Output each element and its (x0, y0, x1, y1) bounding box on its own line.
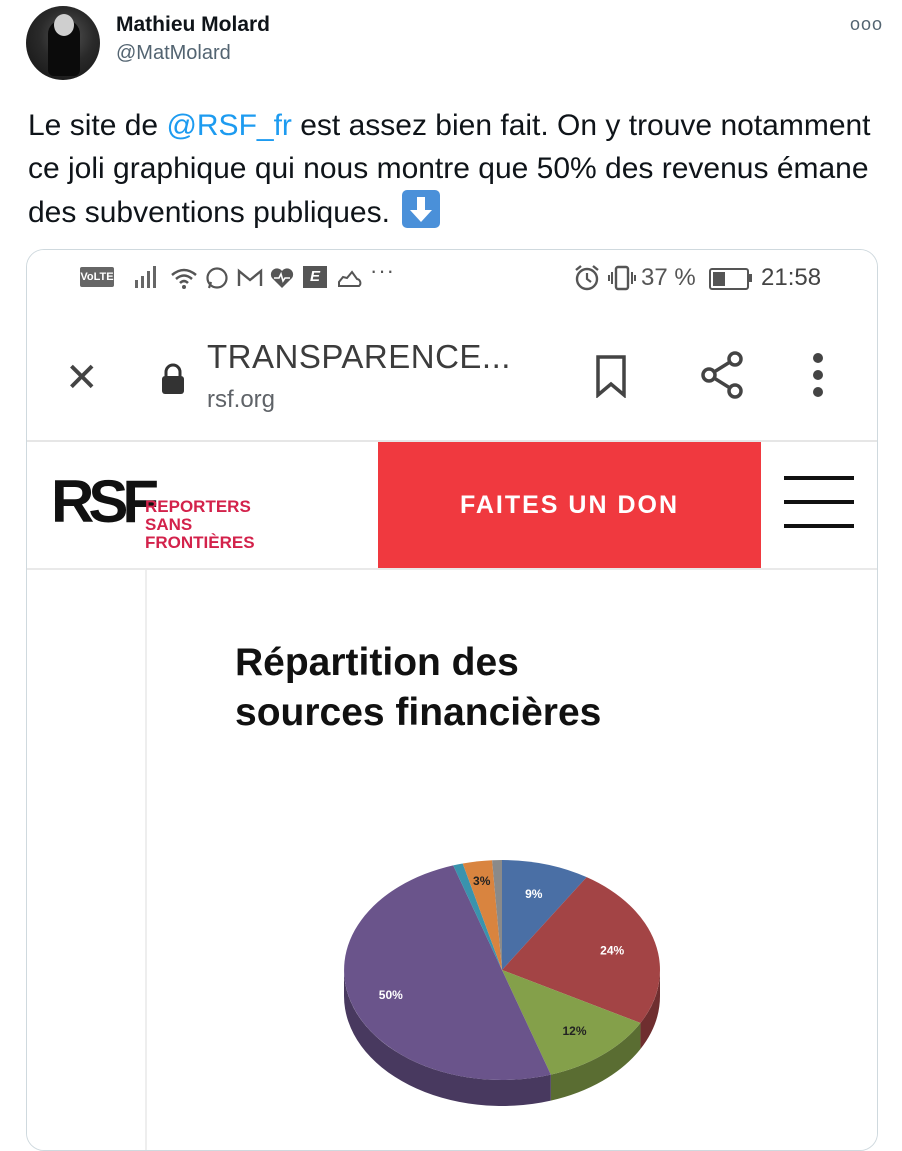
cloud-icon (335, 268, 363, 290)
more-options-icon[interactable]: ooo (850, 14, 884, 34)
avatar[interactable] (26, 6, 100, 80)
share-icon[interactable] (699, 350, 747, 400)
close-icon[interactable]: ✕ (65, 356, 99, 400)
signal-bar-4 (153, 266, 156, 288)
volte-icon: VoLTE (80, 267, 114, 287)
tweet-media[interactable] (26, 249, 878, 1151)
author-name[interactable]: Mathieu Molard (116, 13, 271, 36)
rsf-logo[interactable]: RSF (51, 468, 153, 535)
hamburger-line (784, 500, 854, 504)
news-icon: E (303, 266, 327, 288)
wifi-icon (169, 266, 199, 290)
donate-button[interactable]: FAITES UN DON (378, 442, 761, 568)
gmail-icon (237, 268, 263, 288)
hamburger-line (784, 476, 854, 480)
pie-label-1: 24% (600, 943, 625, 958)
author-handle[interactable]: @MatMolard (116, 42, 231, 64)
vibrate-icon (607, 264, 637, 292)
clock: 21:58 (761, 264, 822, 291)
page-title: TRANSPARENCE... (207, 338, 511, 375)
rsf-tagline-line1: REPORTERS (145, 497, 251, 516)
pie-label-5: 3% (473, 873, 491, 888)
rsf-tagline-line2: SANS FRONTIÈRES (145, 515, 255, 552)
down-arrow-emoji-icon (402, 190, 440, 228)
page-url: rsf.org (207, 386, 276, 413)
pie-chart (337, 858, 667, 1118)
battery-fill (713, 272, 725, 286)
signal-bar-1 (135, 280, 138, 288)
site-header (27, 442, 877, 570)
battery-icon (709, 268, 749, 290)
browser-toolbar (27, 308, 877, 442)
battery-percent: 37 % (641, 264, 696, 291)
hamburger-menu-icon[interactable] (784, 476, 854, 530)
signal-bar-3 (147, 271, 150, 288)
bookmark-icon[interactable] (593, 354, 629, 398)
rsf-tagline (145, 498, 305, 552)
pie-label-2: 12% (562, 1024, 587, 1039)
pie-label-3: 50% (378, 988, 403, 1003)
battery-tip (749, 274, 752, 282)
heart-icon (269, 266, 295, 290)
page-content (27, 570, 877, 1151)
content-divider (145, 570, 147, 1151)
signal-bar-2 (141, 276, 144, 288)
mention-link[interactable]: @RSF_fr (166, 109, 292, 142)
tweet-text (28, 104, 888, 234)
more-dots-icon: ··· (370, 258, 395, 283)
tweet-text-end: est assez bien fait. On y trouve notamment ce joli graphique qui nous montre que 50% des revenus émane des subventions publiques. (28, 109, 871, 229)
lock-icon (161, 363, 185, 395)
chart-title-line2: sources financières (235, 691, 602, 734)
pie-label-0: 9% (525, 886, 543, 901)
avatar-head (54, 14, 74, 36)
chart-title (235, 638, 795, 738)
pie-chart-svg (337, 858, 667, 1118)
tweet-text-start: Le site de (28, 109, 167, 142)
hamburger-line (784, 524, 854, 528)
chart-title-line1: Répartition des (235, 641, 519, 684)
overflow-menu-icon[interactable] (811, 352, 825, 398)
whatsapp-icon (205, 266, 229, 290)
alarm-icon (573, 264, 601, 292)
phone-status-bar (27, 250, 877, 308)
